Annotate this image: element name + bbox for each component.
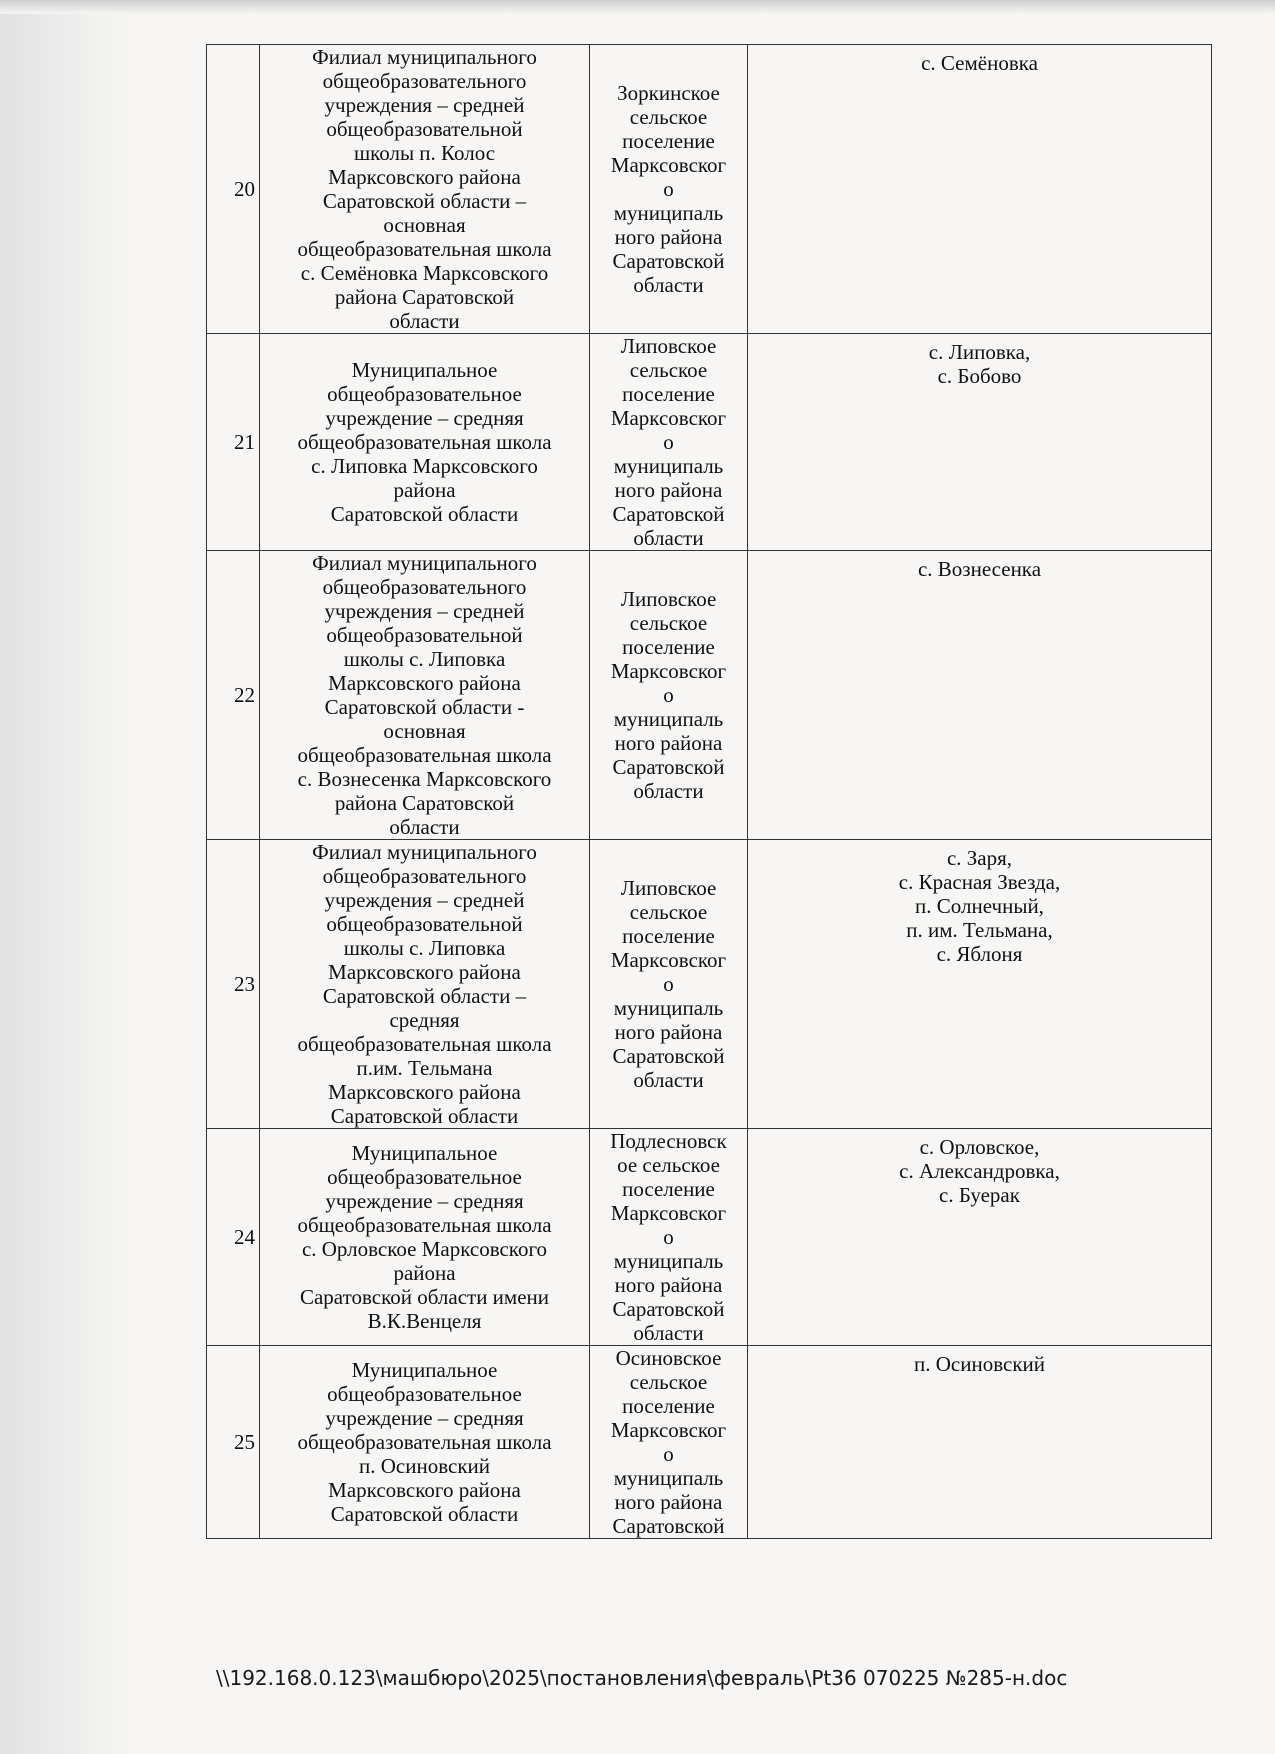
settlement-cell-line: Марксовског [610,153,727,177]
settlement-cell [590,840,748,1129]
settlement-cell-line: ое сельское [617,1153,720,1177]
school-name-cell-line: общеобразовательная школа [297,430,552,454]
settlement-cell-line: области [633,779,704,803]
school-name-cell-line: Саратовской области - [324,695,525,719]
row-number: 21 [207,334,260,551]
school-name-cell-line: общеобразовательного [322,69,527,93]
settlement-cell-line: области [633,1321,704,1345]
school-name-cell-line: общеобразовательная школа [297,237,552,261]
school-name-cell-line: Филиал муниципального [312,840,537,864]
school-name-cell-line: учреждение – средняя [325,1189,524,1213]
row-number: 20 [207,45,260,334]
school-name-cell-line: общеобразовательная школа [297,1213,552,1237]
places-cell-line: с. Бобово [937,364,1022,388]
school-name-cell-line: Муниципальное [351,1358,498,1382]
settlement-cell-line: Саратовской [612,249,725,273]
places-cell-line: п. Солнечный, [915,894,1044,918]
school-name-cell-line: общеобразовательное [327,1165,522,1189]
school-name-cell [260,334,590,551]
places-cell [748,1346,1212,1539]
places-cell-line: с. Вознесенка [917,557,1042,581]
table-row [207,551,1212,840]
settlement-cell-line: ного района [614,1273,723,1297]
settlement-cell-line: Марксовског [610,1201,727,1225]
school-name-cell [260,551,590,840]
settlement-cell-line: Липовское [620,587,717,611]
places-cell [748,840,1212,1129]
settlement-cell-line: поселение [622,1394,715,1418]
settlement-cell-line: области [633,1068,704,1092]
settlement-cell-line: ного района [614,1490,723,1514]
row-number: 22 [207,551,260,840]
settlement-cell-line: Осиновское [615,1346,722,1370]
school-name-cell-line: учреждения – средней [324,888,525,912]
school-name-cell-line: района [393,478,456,502]
settlement-cell-line: поселение [622,129,715,153]
school-name-cell-line: школы п. Колос [353,141,496,165]
settlement-cell-line: поселение [622,924,715,948]
school-name-cell-line: Муниципальное [351,1141,498,1165]
school-name-cell [260,45,590,334]
school-name-cell-line: с. Липовка Марксовского [311,454,538,478]
settlement-cell-line: о [663,177,674,201]
places-cell-line: п. Осиновский [914,1352,1045,1376]
school-name-cell-line: области [389,309,460,333]
school-name-cell-line: Филиал муниципального [312,45,537,69]
school-name-cell-line: Муниципальное [351,358,498,382]
school-name-cell-line: общеобразовательная школа [297,1430,552,1454]
school-name-cell-line: общеобразовательного [322,575,527,599]
school-name-cell-line: Саратовской области имени [299,1285,550,1309]
school-name-cell-line: Саратовской области [330,1502,519,1526]
school-name-cell-line: учреждение – средняя [325,1406,524,1430]
places-cell-line: с. Семёновка [921,51,1038,75]
school-name-cell-line: основная [383,719,466,743]
school-name-cell-line: п. Осиновский [359,1454,490,1478]
school-name-cell-line: В.К.Венцеля [367,1309,482,1333]
school-name-cell-line: Марксовского района [328,1478,521,1502]
school-name-cell-line: учреждения – средней [324,599,525,623]
settlement-cell-line: ного района [614,225,723,249]
row-number: 25 [207,1346,260,1539]
school-name-cell-line: области [389,815,460,839]
school-name-cell-line: района Саратовской [334,285,515,309]
row-number: 24 [207,1129,260,1346]
table-row [207,1346,1212,1539]
scan-top-shadow [0,0,1275,14]
school-name-cell-line: учреждения – средней [324,93,525,117]
settlement-cell-line: Зоркинское [617,81,720,105]
settlement-cell-line: о [663,1225,674,1249]
settlement-cell-line: сельское [629,900,708,924]
settlement-cell-line: Липовское [620,334,717,358]
table-row [207,45,1212,334]
settlement-cell-line: муниципаль [613,1466,724,1490]
settlement-cell-line: ного района [614,478,723,502]
school-name-cell-line: Саратовской области – [322,984,527,1008]
settlement-cell-line: муниципаль [613,996,724,1020]
places-cell [748,334,1212,551]
school-name-cell-line: общеобразовательное [327,1382,522,1406]
settlement-cell-line: области [633,273,704,297]
table-row [207,1129,1212,1346]
table-row [207,840,1212,1129]
settlement-cell-line: Саратовской [612,502,725,526]
settlement-cell [590,334,748,551]
school-name-cell-line: с. Вознесенка Марксовского [297,767,552,791]
settlement-cell [590,1346,748,1539]
school-name-cell-line: Марксовского района [328,960,521,984]
settlement-cell-line: Саратовской [612,755,725,779]
places-cell-line: п. им. Тельмана, [906,918,1053,942]
school-name-cell-line: Саратовской области [330,502,519,526]
school-name-cell-line: Саратовской области – [322,189,527,213]
places-cell-line: с. Заря, [946,846,1013,870]
school-name-cell-line: Марксовского района [328,165,521,189]
places-cell-line: с. Александровка, [899,1159,1060,1183]
settlement-cell-line: ного района [614,731,723,755]
places-cell [748,551,1212,840]
school-name-cell-line: общеобразовательная школа [297,1032,552,1056]
settlement-cell-line: Марксовског [610,1418,727,1442]
school-name-cell-line: общеобразовательное [327,382,522,406]
settlement-cell-line: Саратовской [612,1514,725,1538]
settlement-cell-line: муниципаль [613,707,724,731]
settlement-cell-line: Липовское [620,876,717,900]
scan-edge-shadow [0,0,130,1754]
school-name-cell-line: основная [383,213,466,237]
settlement-cell-line: муниципаль [613,201,724,225]
places-cell-line: с. Буерак [939,1183,1020,1207]
settlement-cell-line: поселение [622,382,715,406]
school-name-cell-line: учреждение – средняя [325,406,524,430]
school-name-cell-line: Марксовского района [328,1080,521,1104]
table-body [207,45,1212,1539]
school-name-cell-line: с. Семёновка Марксовского [300,261,549,285]
settlement-cell-line: Марксовског [610,659,727,683]
settlement-cell-line: Марксовског [610,948,727,972]
settlement-cell-line: о [663,430,674,454]
settlement-cell-line: Подлесновск [610,1129,727,1153]
places-cell-line: с. Красная Звезда, [898,870,1061,894]
settlement-cell-line: ного района [614,1020,723,1044]
settlement-cell [590,1129,748,1346]
school-name-cell-line: общеобразовательной [326,623,523,647]
settlement-cell-line: сельское [629,105,708,129]
settlement-cell [590,45,748,334]
school-name-cell-line: Саратовской области [330,1104,519,1128]
settlement-cell-line: Саратовской [612,1044,725,1068]
school-name-cell-line: района Саратовской [334,791,515,815]
settlement-cell-line: сельское [629,358,708,382]
settlement-cell-line: поселение [622,1177,715,1201]
school-name-cell [260,1129,590,1346]
schools-table [206,44,1212,1539]
school-name-cell-line: общеобразовательного [322,864,527,888]
school-name-cell-line: средняя [389,1008,460,1032]
school-name-cell-line: Марксовского района [328,671,521,695]
places-cell [748,1129,1212,1346]
table-row [207,334,1212,551]
settlement-cell-line: Саратовской [612,1297,725,1321]
settlement-cell-line: муниципаль [613,454,724,478]
school-name-cell-line: п.им. Тельмана [356,1056,493,1080]
school-name-cell-line: района [393,1261,456,1285]
row-number: 23 [207,840,260,1129]
settlement-cell-line: о [663,683,674,707]
settlement-cell-line: области [633,526,704,550]
school-name-cell-line: школы с. Липовка [343,936,506,960]
settlement-cell [590,551,748,840]
school-name-cell-line: общеобразовательная школа [297,743,552,767]
places-cell-line: с. Яблоня [936,942,1023,966]
school-name-cell-line: общеобразовательной [326,912,523,936]
school-name-cell-line: с. Орловское Марксовского [301,1237,548,1261]
settlement-cell-line: поселение [622,635,715,659]
settlement-cell-line: муниципаль [613,1249,724,1273]
school-name-cell-line: Филиал муниципального [312,551,537,575]
school-name-cell-line: школы с. Липовка [343,647,506,671]
places-cell [748,45,1212,334]
school-name-cell-line: общеобразовательной [326,117,523,141]
settlement-cell-line: о [663,1442,674,1466]
school-name-cell [260,840,590,1129]
settlement-cell-line: о [663,972,674,996]
document-file-path: \\192.168.0.123\машбюро\2025\постановления\февраль\Pt36 070225 №285-н.doc [216,1666,1068,1690]
settlement-cell-line: Марксовског [610,406,727,430]
settlement-cell-line: сельское [629,1370,708,1394]
school-name-cell [260,1346,590,1539]
places-cell-line: с. Липовка, [928,340,1031,364]
places-cell-line: с. Орловское, [919,1135,1040,1159]
settlement-cell-line: сельское [629,611,708,635]
